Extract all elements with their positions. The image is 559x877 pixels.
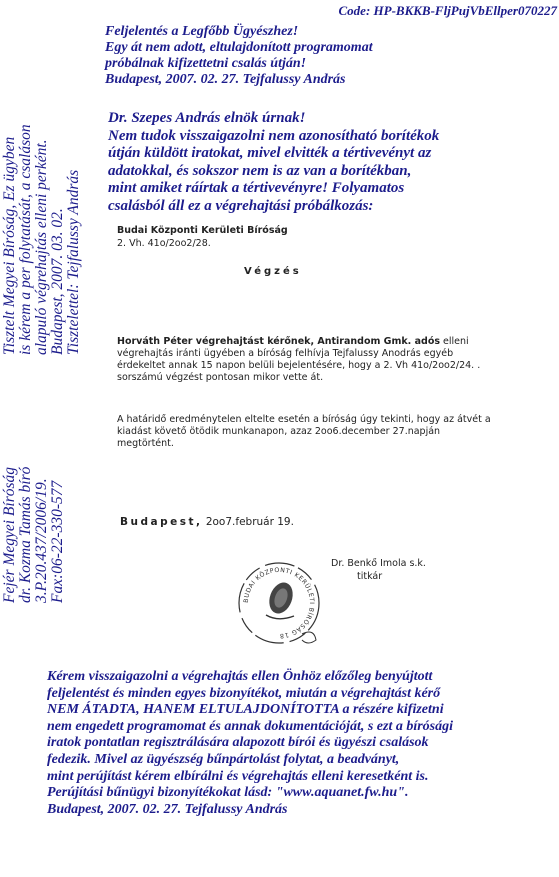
signer-title: titkár (357, 571, 383, 582)
address-line: mint amiket ráírtak a tértivevényre! Folyamatos (108, 180, 405, 196)
signer-name: Dr. Benkő Imola s.k. (331, 558, 426, 569)
paragraph-text: elleni (440, 336, 469, 347)
side-note-line: 3.P.20.437/2006/19. (33, 478, 50, 603)
case-number: 2. Vh. 41o/2oo2/28. (117, 238, 211, 249)
side-note-line: Fejér Megyei Bíróság (1, 466, 18, 603)
complaint-line: Budapest, 2007. 02. 27. Tejfalussy András (105, 72, 346, 87)
complaint-line: Egy át nem adott, eltulajdonított programomat (105, 40, 373, 55)
stamp-text: BUDAI KÖZPONTI KERÜLETI BÍRÓSÁG 18 (242, 566, 316, 640)
paragraph-text: megtörtént. (117, 438, 174, 449)
paragraph-text: sorszámú végzést pontosan mikor vette át. (117, 372, 324, 383)
request-paragraph (47, 669, 557, 818)
request-line: mint perújítást kérem elbírálni és végrehajtás elleni keresetként is. (47, 768, 429, 784)
document-code: Code: HP-BKKB-FljPujVbEllper070227 (338, 3, 557, 18)
order-paragraph-2 (117, 414, 517, 450)
order-title: Végzés (244, 266, 302, 277)
side-note-judge-contact (2, 418, 66, 603)
address-line: Nem tudok visszaigazolni nem azonosítható borítékok (108, 127, 440, 144)
court-name: Budai Központi Kerületi Bíróság (117, 225, 288, 236)
request-line: iratok pontatlan regisztrálására alapozott bírói és ügyészi csalások (47, 735, 429, 751)
paragraph-text: kiadást követő ötödik munkanapon, azaz 2oo6.december 27.napján (117, 426, 441, 437)
court-stamp-icon (236, 560, 322, 646)
side-note-line: Tisztelt Megyei Bíróság, Ez ügyben (1, 136, 18, 355)
parties: Horváth Péter végrehajtást kérőnek, Antirandom Gmk. adós (117, 336, 440, 347)
side-note-county-court (2, 95, 82, 355)
request-line: Budapest, 2007. 02. 27. Tejfalussy András (47, 801, 288, 817)
request-line: fedezik. Mivel az ügyészség bűnpártolást folytat, a beadványt, (47, 751, 400, 767)
address-line: útján küldött iratokat, mivel elvitték a tértivevényt az (108, 145, 432, 161)
side-note-line: Budapest, 2007. 03. 02. (49, 208, 66, 355)
address-line: Dr. Szepes András elnök úrnak! (108, 110, 306, 126)
request-line: nem engedett programomat és annak dokumentációját, s ezt a bírósági (47, 718, 454, 734)
place: Budapest, (120, 516, 203, 528)
address-line: csalásból áll ez a végrehajtási próbálkozás: (108, 197, 374, 214)
complaint-line: próbálnak kifizettetni csalás útján! (105, 56, 307, 71)
side-note-line: is kérem a per folytatását, a csaláson (17, 124, 34, 355)
complaint-heading (105, 24, 550, 88)
request-line: NEM ÁTADTA, HANEM ELTULAJDONÍTOTTA a részére kifizetni (47, 702, 444, 718)
side-note-line: dr. Kozma Tamás bíró (17, 466, 34, 603)
place-and-date (120, 516, 294, 528)
date: 2oo7.február 19. (202, 516, 294, 528)
request-line: feljelentést és minden egyes bizonyítékot, miután a végrehajtást kérő (47, 685, 441, 701)
complaint-line: Feljelentés a Legfőbb Ügyészhez! (105, 24, 299, 39)
paragraph-text: végrehajtás iránti ügyében a bíróság felhívja Tejfalussy Anodrás egyéb (117, 348, 454, 359)
request-line: Perújítási bűnügyi bizonyítékokat lásd: "www.aquanet.fw.hu". (47, 785, 409, 801)
side-note-line: Fax:06-22-330-577 (49, 480, 66, 603)
side-note-line: alapuló végrehajtás elleni perként. (33, 139, 50, 355)
request-line: Kérem visszaigazolni a végrehajtás ellen Önhöz előzőleg benyújtott (47, 669, 433, 684)
paragraph-text: A határidő eredménytelen eltelte esetén a bíróság úgy tekinti, hogy az átvét a (117, 414, 491, 425)
side-note-line: Tisztelettel: Tejfalussy András (65, 169, 82, 355)
paragraph-text: érdekeltet annak 15 napon belüli bejelentésére, hogy a 2. Vh 41o/2oo2/24. . (117, 360, 481, 371)
order-paragraph-1 (117, 336, 517, 384)
address-line: adatokkal, és sokszor nem is az van a borítékban, (108, 162, 412, 179)
address-to-president (108, 110, 553, 215)
